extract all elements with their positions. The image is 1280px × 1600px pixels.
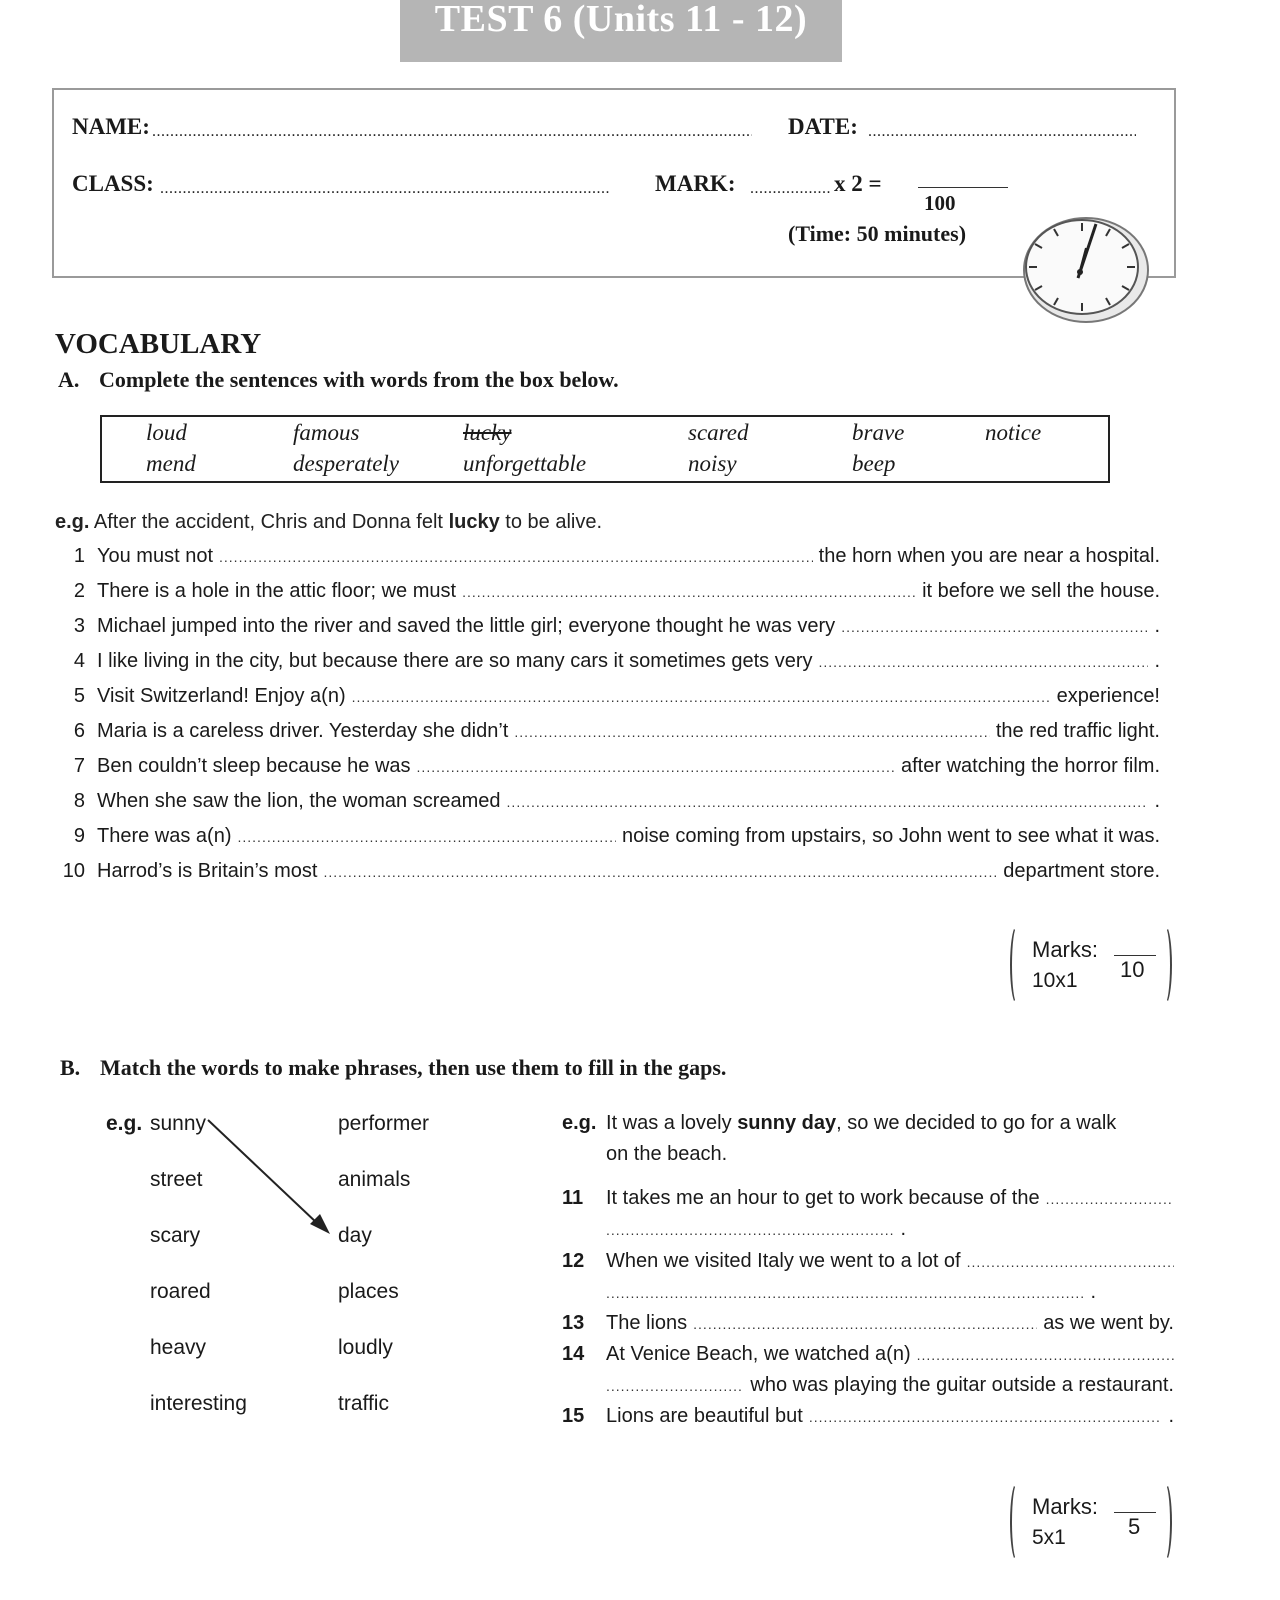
box-word: noisy xyxy=(688,451,737,476)
item-text-after: . xyxy=(1154,615,1160,637)
example-label: e.g. xyxy=(562,1112,597,1134)
sentence-item xyxy=(55,860,1160,888)
section-a-instruction: Complete the sentences with words from the box below. xyxy=(99,367,619,392)
box-word: notice xyxy=(985,420,1042,445)
item-number: 13 xyxy=(562,1312,585,1334)
marks-box-b xyxy=(1010,1482,1172,1564)
example-after: to be alive. xyxy=(505,511,603,533)
gap-item-line2 xyxy=(606,1218,906,1246)
mark-label: MARK: xyxy=(655,171,736,196)
example-match-arrow xyxy=(200,1112,340,1242)
example-line2: on the beach. xyxy=(606,1143,728,1165)
class-label: CLASS: xyxy=(72,171,154,196)
title-banner xyxy=(400,0,842,62)
answer-blank[interactable] xyxy=(809,1409,1163,1425)
item-text-before: Visit Switzerland! Enjoy a(n) xyxy=(97,685,346,707)
paren-right xyxy=(1158,925,1172,1005)
item-text-before: Harrod’s is Britain’s most xyxy=(97,860,318,882)
item-end: as we went by. xyxy=(1043,1312,1174,1334)
paren-left xyxy=(1010,1482,1024,1562)
date-field[interactable] xyxy=(868,123,1136,141)
paren-right xyxy=(1158,1482,1172,1562)
item-end: who was playing the guitar outside a restaurant. xyxy=(750,1374,1174,1396)
answer-blank[interactable] xyxy=(693,1316,1037,1332)
marks-label: Marks: xyxy=(1032,1494,1098,1519)
right-word: traffic xyxy=(338,1392,389,1415)
item-text: The lions xyxy=(606,1312,688,1334)
box-word: loud xyxy=(146,420,187,445)
box-word-used: lucky xyxy=(463,420,512,445)
item-text: When we visited Italy we went to a lot of xyxy=(606,1250,961,1272)
item-text-after: the red traffic light. xyxy=(995,720,1160,742)
item-number: 5 xyxy=(73,685,85,707)
gap-item-line2 xyxy=(606,1374,1174,1402)
gap-item xyxy=(562,1312,1174,1340)
marks-total: 5 xyxy=(1128,1514,1141,1539)
sentence-item xyxy=(55,685,1160,713)
example-after: , so we decided to go for a walk xyxy=(836,1112,1117,1134)
right-word: performer xyxy=(338,1112,430,1135)
item-text-before: You must not xyxy=(97,545,214,567)
sentence-item xyxy=(55,755,1160,783)
gap-item-line2 xyxy=(606,1281,1096,1309)
item-number: 11 xyxy=(562,1187,584,1209)
item-text: It takes me an hour to get to work because of the xyxy=(606,1187,1040,1209)
item-end: . xyxy=(1168,1405,1174,1427)
item-text-before: There is a hole in the attic floor; we must xyxy=(97,580,457,602)
marks-label: Marks: xyxy=(1032,937,1098,962)
item-number: 15 xyxy=(562,1405,585,1427)
answer-blank[interactable] xyxy=(352,689,1051,705)
sentence-item xyxy=(55,615,1160,643)
gap-item xyxy=(562,1405,1174,1433)
item-text-before: Michael jumped into the river and saved the little girl; everyone thought he was very xyxy=(97,615,836,637)
marks-total: 10 xyxy=(1120,957,1145,982)
example-word: lucky xyxy=(448,511,500,533)
answer-blank[interactable] xyxy=(238,829,616,845)
sentence-item xyxy=(55,825,1160,853)
answer-blank[interactable] xyxy=(606,1222,894,1238)
right-word: day xyxy=(338,1224,372,1247)
left-word: sunny xyxy=(150,1112,207,1135)
right-word: places xyxy=(338,1280,399,1303)
example-label: e.g. xyxy=(106,1112,143,1135)
right-word: animals xyxy=(338,1168,411,1191)
left-word: street xyxy=(150,1168,203,1191)
clock-icon xyxy=(1020,212,1160,332)
item-text-before: Ben couldn’t sleep because he was xyxy=(97,755,411,777)
example-before: It was a lovely xyxy=(606,1112,732,1134)
answer-blank[interactable] xyxy=(819,654,1149,670)
page-title: TEST 6 (Units 11 - 12) xyxy=(434,0,808,40)
item-number: 12 xyxy=(562,1250,585,1272)
right-word: loudly xyxy=(338,1336,393,1359)
mark-field[interactable] xyxy=(750,180,830,198)
gap-item xyxy=(562,1343,1174,1371)
box-word: beep xyxy=(852,451,896,476)
marks-fraction-line xyxy=(1114,955,1156,956)
answer-blank[interactable] xyxy=(1046,1191,1174,1207)
item-number: 1 xyxy=(73,545,85,567)
sentence-item xyxy=(55,545,1160,573)
item-text-after: after watching the horror film. xyxy=(901,755,1160,777)
example-label: e.g. xyxy=(55,511,90,533)
item-number: 6 xyxy=(73,720,85,742)
marks-box-a xyxy=(1010,925,1172,1007)
item-text-before: There was a(n) xyxy=(97,825,232,847)
time-note: (Time: 50 minutes) xyxy=(788,221,967,246)
vocabulary-heading: VOCABULARY xyxy=(55,328,262,360)
box-word: mend xyxy=(146,451,196,476)
box-word: desperately xyxy=(293,451,400,476)
gap-item xyxy=(562,1250,1174,1278)
section-b-letter: B. xyxy=(60,1055,81,1080)
section-a-letter: A. xyxy=(58,367,80,392)
item-number: 10 xyxy=(62,860,85,882)
mark-fraction-line xyxy=(918,187,1008,188)
mark-multiplier: x 2 = xyxy=(834,171,882,196)
item-number: 3 xyxy=(73,615,85,637)
sentence-item xyxy=(55,790,1160,818)
marks-fraction-line xyxy=(1114,1512,1156,1513)
answer-blank[interactable] xyxy=(417,759,895,775)
mark-total: 100 xyxy=(924,191,956,215)
answer-blank[interactable] xyxy=(514,724,990,740)
item-text-before: When she saw the lion, the woman screamed xyxy=(97,790,501,812)
box-word: brave xyxy=(852,420,905,445)
item-number: 7 xyxy=(73,755,85,777)
item-text-after: . xyxy=(1154,790,1160,812)
item-text-after: experience! xyxy=(1056,685,1160,707)
answer-blank[interactable] xyxy=(462,584,916,600)
sentence-item xyxy=(55,720,1160,748)
left-word: scary xyxy=(150,1224,201,1247)
item-text: Lions are beautiful but xyxy=(606,1405,803,1427)
item-number: 2 xyxy=(73,580,85,602)
word-box xyxy=(100,415,1110,483)
gap-item xyxy=(562,1187,1174,1215)
box-word: scared xyxy=(688,420,749,445)
item-number: 9 xyxy=(73,825,85,847)
answer-blank[interactable] xyxy=(967,1254,1174,1270)
answer-blank[interactable] xyxy=(219,549,813,565)
answer-blank[interactable] xyxy=(917,1347,1174,1363)
item-text-after: . xyxy=(1154,650,1160,672)
item-text: At Venice Beach, we watched a(n) xyxy=(606,1343,911,1365)
sentence-item xyxy=(55,650,1160,678)
answer-blank[interactable] xyxy=(323,864,997,880)
class-field[interactable] xyxy=(160,180,610,198)
item-end: . xyxy=(900,1218,906,1240)
section-b-instruction: Match the words to make phrases, then use them to fill in the gaps. xyxy=(100,1055,727,1080)
example-before: After the accident, Chris and Donna felt xyxy=(93,511,443,533)
sentence-item xyxy=(55,580,1160,608)
section-b-example xyxy=(562,1112,1116,1135)
item-number: 4 xyxy=(73,650,85,672)
answer-blank[interactable] xyxy=(606,1378,744,1394)
box-word: unforgettable xyxy=(463,451,587,476)
paren-left xyxy=(1010,925,1024,1005)
answer-blank[interactable] xyxy=(606,1285,1084,1301)
item-text-before: Maria is a careless driver. Yesterday she didn’t xyxy=(97,720,509,742)
item-text-before: I like living in the city, but because there are so many cars it sometimes gets very xyxy=(97,650,813,672)
left-word: roared xyxy=(150,1280,211,1303)
item-text-after: noise coming from upstairs, so John went to see what it was. xyxy=(621,825,1160,847)
item-text-after: it before we sell the house. xyxy=(922,580,1160,602)
left-word: heavy xyxy=(150,1336,207,1359)
item-number: 8 xyxy=(73,790,85,812)
item-text-after: the horn when you are near a hospital. xyxy=(818,545,1160,567)
box-word: famous xyxy=(293,420,360,445)
marks-calc: 10x1 xyxy=(1032,969,1078,992)
name-field[interactable] xyxy=(152,123,752,141)
date-label: DATE: xyxy=(788,114,858,139)
left-word: interesting xyxy=(150,1392,247,1415)
example-answer: sunny day xyxy=(737,1112,837,1134)
marks-calc: 5x1 xyxy=(1032,1526,1066,1549)
item-number: 14 xyxy=(562,1343,585,1365)
name-label: NAME: xyxy=(72,114,150,139)
item-text-after: department store. xyxy=(1003,860,1160,882)
answer-blank[interactable] xyxy=(841,619,1148,635)
item-end: . xyxy=(1090,1281,1096,1303)
answer-blank[interactable] xyxy=(507,794,1149,810)
section-a-example xyxy=(55,511,602,534)
